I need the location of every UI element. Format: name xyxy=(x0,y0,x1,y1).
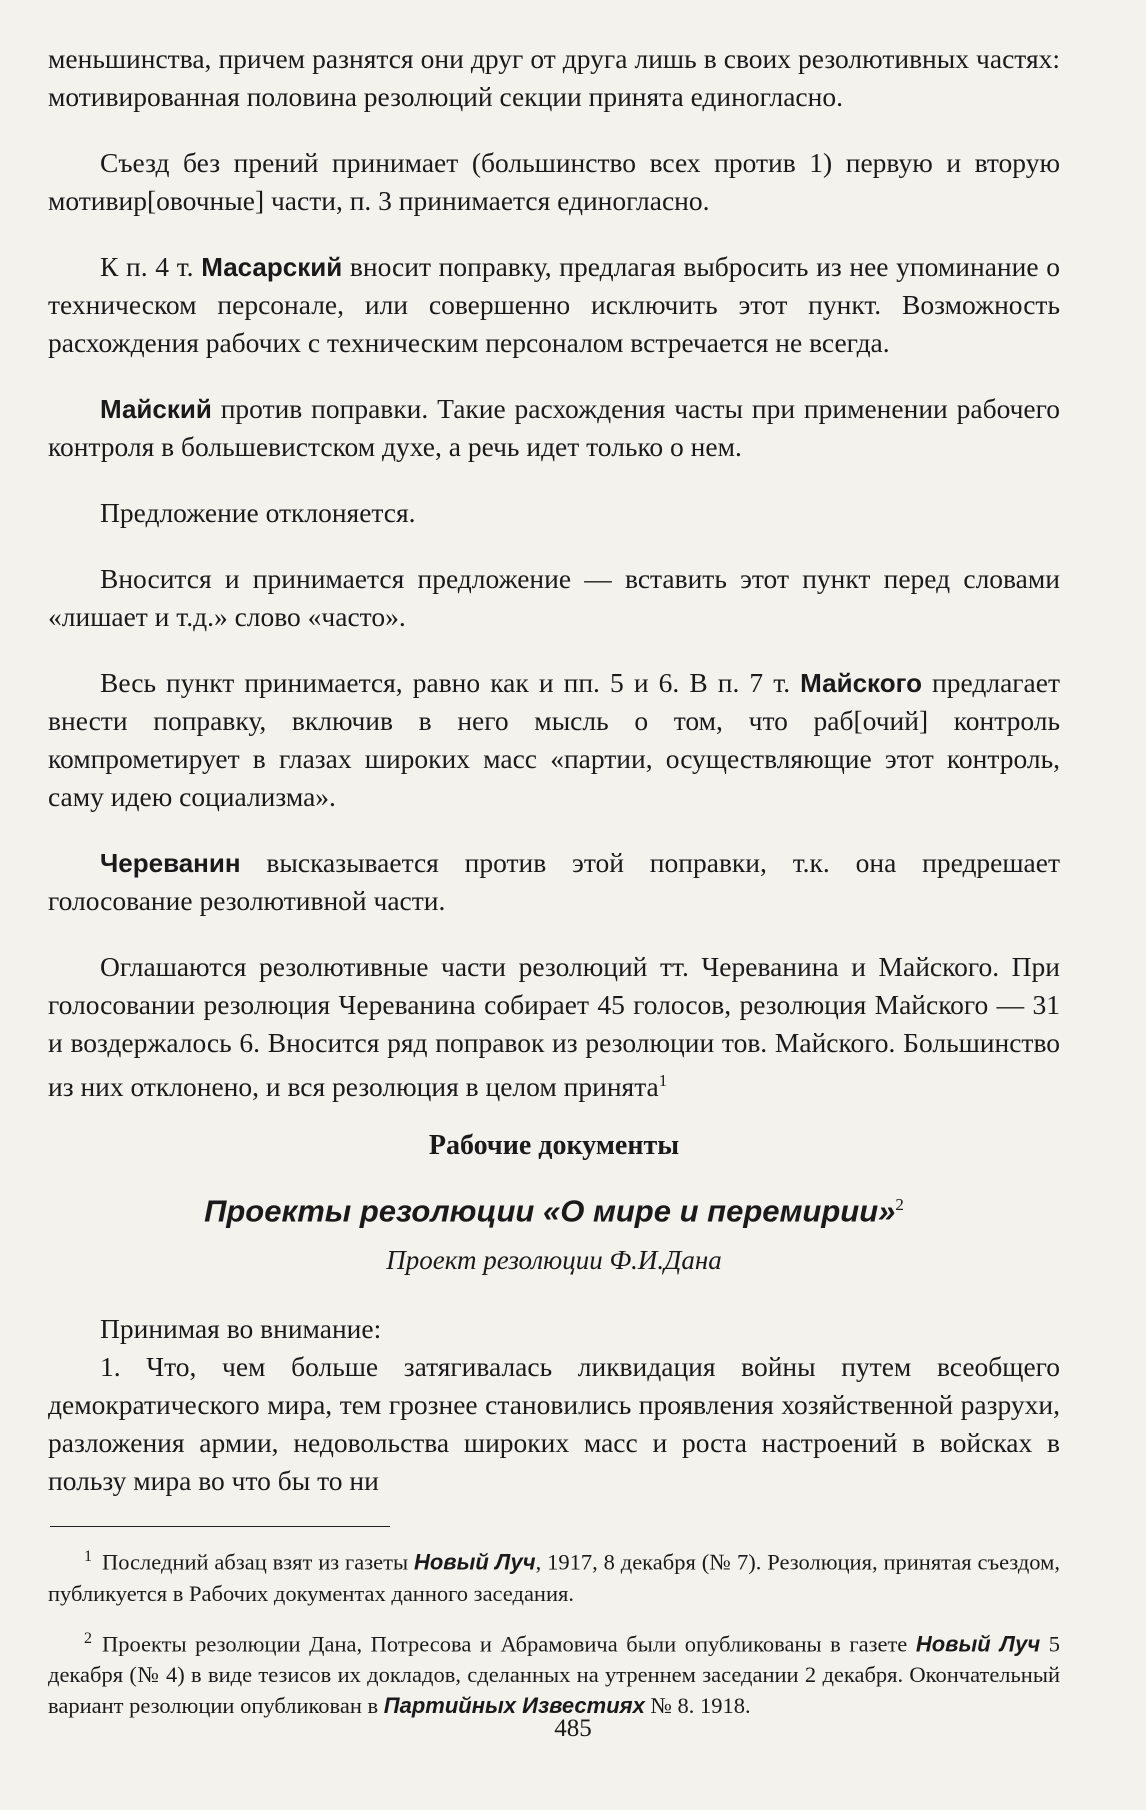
speaker-name: Майский xyxy=(100,394,212,424)
text-run: высказывается против этой поправки, т.к. она предрешает голосование резолютивной части. xyxy=(48,847,1060,916)
text-run: Проекты резолюции Дана, Потресова и Абрамовича были опубликованы в газете xyxy=(102,1631,916,1657)
footnote-divider xyxy=(50,1526,390,1527)
source-name: Партийных Известиях xyxy=(383,1693,645,1719)
text-run: К п. 4 т. xyxy=(100,251,202,282)
text-run: против поправки. Такие расхождения часты при применении рабочего контроля в большевистском духе, а речь идет только о нем. xyxy=(48,393,1060,462)
footnote-mark: 2 xyxy=(84,1629,92,1647)
footnote-ref: 2 xyxy=(895,1195,904,1215)
footnote xyxy=(48,1541,1060,1609)
text-run: Последний абзац взят из газеты xyxy=(102,1549,414,1575)
speaker-name: Масарский xyxy=(201,252,343,282)
source-name: Новый Луч xyxy=(915,1631,1041,1657)
footnote-ref: 1 xyxy=(658,1071,668,1090)
document-subtitle: Проект резолюции Ф.И.Дана xyxy=(386,1245,722,1276)
paragraph xyxy=(48,248,1060,362)
paragraph xyxy=(48,664,1060,816)
resolution-item: 1. Что, чем больше затягивалась ликвидация войны путем всеобщего демократического мира, тем грознее становились проявления хозяйственной разрухи, разложения армии, недовольства широких масс и роста настроений в войсках в пользу мира во что бы то ни xyxy=(48,1351,1060,1497)
text-run: , 1917, 8 декабря (№ 7). Резолюция, принятая съездом, публикуется в Рабочих документах данного заседания. xyxy=(48,1549,1060,1606)
footnote xyxy=(48,1623,1060,1722)
text-run: вносит поправку, предлагая выбросить из нее упоминание о техническом персонале, или совершенно исключить этот пункт. Возможность расхождения рабочих с техническим персоналом встречается не всегда. xyxy=(48,251,1060,358)
speaker-name: Череванин xyxy=(100,848,241,878)
source-name: Новый Луч xyxy=(413,1549,536,1575)
footnote-mark: 1 xyxy=(84,1548,92,1566)
paragraph: Предложение отклоняется. xyxy=(100,497,416,528)
paragraph: Вносится и принимается предложение — вставить этот пункт перед словами «лишает и т.д.» слово «часто». xyxy=(48,563,1060,632)
text-run: Оглашаются резолютивные части резолюций тт. Череванина и Майского. При голосовании резолюция Череванина собирает 45 голосов, резолюция Майского — 31 и воздержалось 6. Вносится ряд поправок из резолюции тов. Майского. Большинство из них отклонено, и вся резолюция в целом принята xyxy=(48,951,1060,1103)
paragraph: Съезд без прений принимает (большинство всех против 1) первую и вторую мотивир[овочные] части, п. 3 принимается единогласно. xyxy=(48,147,1060,216)
page-number: 485 xyxy=(554,1715,592,1742)
text-run: предлагает внести поправку, включив в него мысль о том, что раб[очий] контроль компрометирует в глазах широких масс «партии, осуществляющие этот контроль, саму идею социализма». xyxy=(48,667,1060,812)
section-heading: Рабочие документы xyxy=(428,1130,680,1162)
text-run: Весь пункт принимается, равно как и пп. 5 и 6. В п. 7 т. xyxy=(100,667,801,698)
page-content xyxy=(48,40,1060,1721)
resolution-intro: Принимая во внимание: xyxy=(100,1313,382,1345)
document-title xyxy=(48,1184,1060,1232)
title-text: Проекты резолюции «О мире и перемирии» xyxy=(204,1193,896,1229)
text-run: 5 декабря (№ 4) в виде тезисов их докладов, сделанных на утреннем заседании 2 декабря. Окончательный вариант резолюции опубликован в xyxy=(48,1631,1061,1719)
paragraph xyxy=(48,844,1060,920)
paragraph: меньшинства, причем разнятся они друг от друга лишь в своих резолютивных частях: мотивированная половина резолюций секции принята единогласно. xyxy=(48,43,1060,112)
text-run: № 8. 1918. xyxy=(644,1693,751,1719)
paragraph xyxy=(48,390,1060,466)
speaker-name: Майского xyxy=(800,668,922,698)
paragraph xyxy=(48,948,1060,1106)
